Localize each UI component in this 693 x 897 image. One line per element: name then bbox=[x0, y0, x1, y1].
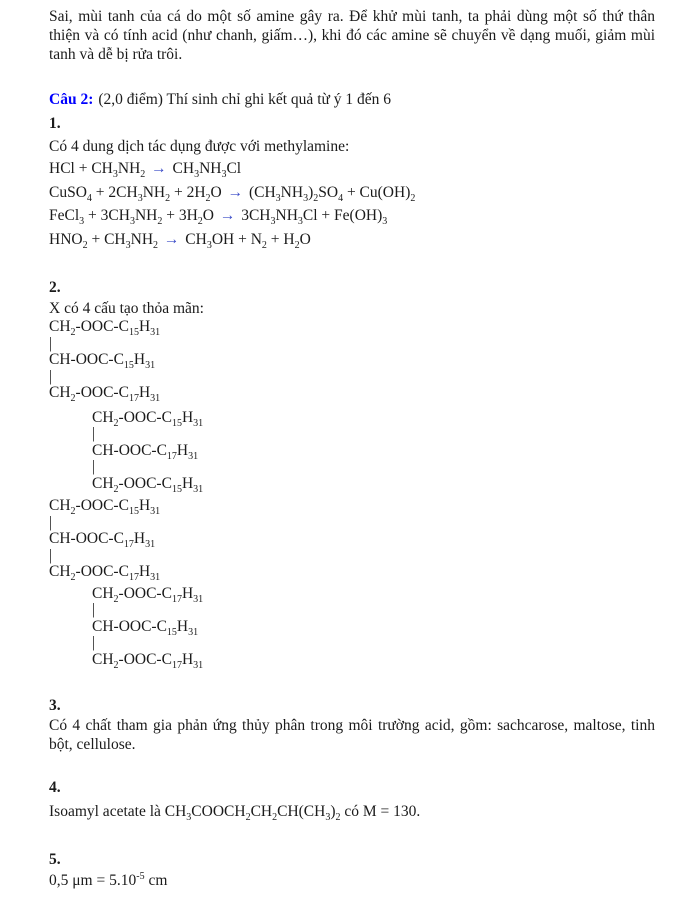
structure-line: $CH_2-OOC-C_{15}H_{31}$ bbox=[92, 474, 204, 495]
structure-line: $CH-OOC-C_{17}H_{31}$ bbox=[92, 441, 199, 462]
structure-line: $CH-OOC-C_{17}H_{31}$ bbox=[49, 530, 156, 551]
structure-line: | bbox=[49, 546, 53, 564]
item-1-number: 1. bbox=[49, 115, 61, 132]
structure-line: $CH_2-OOC-C_{17}H_{31}$ bbox=[49, 563, 161, 584]
structure-line: | bbox=[92, 458, 96, 475]
item-1-intro: Có 4 dung dịch tác dụng được với methylamine: bbox=[49, 138, 350, 155]
question-label: Câu 2: bbox=[49, 91, 94, 108]
equation-hno2: $HNO_2 + CH_3NH_2 \to CH_3OH + N_2 + H_2O$ bbox=[49, 230, 311, 251]
item-5-text: 0,5 $\mu m = 5.10^{-5}$ cm bbox=[49, 870, 168, 889]
structure-line: | bbox=[49, 334, 53, 352]
structure-line: | bbox=[49, 513, 53, 531]
item-2-number: 2. bbox=[49, 279, 61, 296]
equation-cuso4: CuSO$_4$ + $2CH_3NH_2 + 2H_2O \to (CH_3NH_3)_2SO_4 + Cu(OH)_2$ bbox=[49, 183, 416, 204]
triglyceride-structure-1 bbox=[49, 318, 655, 405]
equation-hcl: HCl + $CH_3NH_2 \to CH_3NH_3Cl$ bbox=[49, 160, 242, 181]
reaction-arrow: → bbox=[227, 183, 244, 201]
item-3-text: Có 4 chất tham gia phản ứng thủy phân trong môi trường acid, gồm: sachcarose, maltose, tinh bột, cellulose. bbox=[49, 717, 655, 753]
reaction-arrow: → bbox=[219, 207, 236, 224]
structure-line: | bbox=[92, 425, 96, 442]
item-5-number: 5. bbox=[49, 851, 61, 868]
structure-line: | bbox=[49, 367, 53, 385]
reaction-arrow: → bbox=[151, 160, 167, 177]
item-3-number: 3. bbox=[49, 697, 61, 714]
structure-line: $CH_2-OOC-C_{17}H_{31}$ bbox=[49, 384, 161, 405]
structure-line: $CH-OOC-C_{15}H_{31}$ bbox=[92, 617, 199, 638]
structure-line: $CH_2-OOC-C_{15}H_{31}$ bbox=[49, 318, 161, 339]
triglyceride-structure-4 bbox=[92, 586, 655, 669]
triglyceride-structure-2 bbox=[92, 410, 655, 493]
structure-line: | bbox=[92, 601, 96, 618]
structure-line: $CH-OOC-C_{15}H_{31}$ bbox=[49, 351, 156, 372]
reaction-arrow: → bbox=[163, 230, 180, 248]
structure-line: $CH_2-OOC-C_{17}H_{31}$ bbox=[92, 650, 204, 671]
item-4-text: Isoamyl acetate là $CH_3COOCH_2CH_2CH(CH_3)_2$ có M = 130. bbox=[49, 803, 421, 824]
structure-line: $CH_2-OOC-C_{17}H_{31}$ bbox=[92, 584, 204, 605]
item-2-intro: X có 4 cấu tạo thỏa mãn: bbox=[49, 300, 204, 317]
structure-line: $CH_2-OOC-C_{15}H_{31}$ bbox=[92, 408, 204, 429]
structure-line: $CH_2-OOC-C_{15}H_{31}$ bbox=[49, 497, 161, 518]
question-description: (2,0 điểm) Thí sinh chỉ ghi kết quả từ ý 1 đến 6 bbox=[98, 91, 392, 108]
question-heading bbox=[49, 90, 655, 109]
structure-line: | bbox=[92, 634, 96, 651]
item-4-number: 4. bbox=[49, 779, 61, 796]
equation-list bbox=[49, 157, 655, 251]
intro-paragraph: Sai, mùi tanh của cá do một số amine gây ra. Để khử mùi tanh, ta phải dùng một số thứ thân thiện và có tính acid (như chanh, giấm…), khi đó các amine sẽ chuyển về dạng muối, giảm mùi tanh và dễ bị rửa trôi. bbox=[49, 8, 655, 63]
triglyceride-structure-3 bbox=[49, 497, 655, 584]
equation-fecl3: FeCl$_3$ + $3CH_3NH_2 + 3H_2O \to 3CH_3NH_3Cl + Fe(OH)_3$ bbox=[49, 207, 388, 228]
